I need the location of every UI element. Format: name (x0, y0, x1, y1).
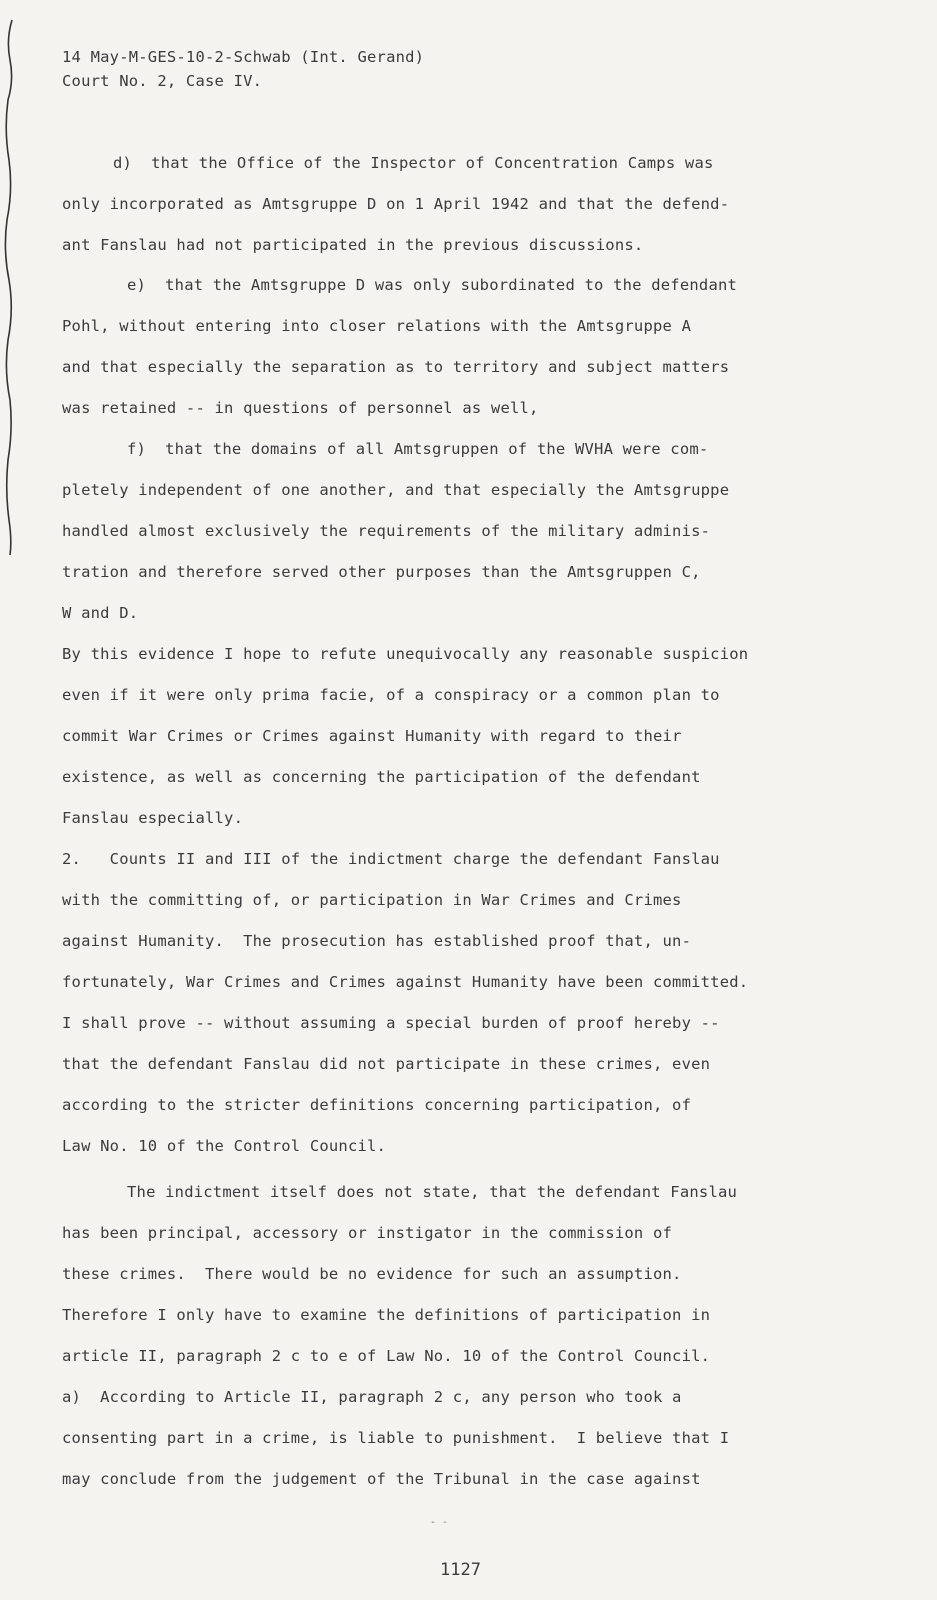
body-line: article II, paragraph 2 c to e of Law No. 10 of the Control Council. (62, 1347, 711, 1365)
body-line: f) that the domains of all Amtsgruppen of the WVHA were com- (127, 440, 709, 458)
body-line: only incorporated as Amtsgruppe D on 1 April 1942 and that the defend- (62, 195, 730, 213)
body-line: was retained -- in questions of personnel as well, (62, 399, 539, 417)
body-line: against Humanity. The prosecution has established proof that, un- (62, 932, 692, 950)
body-line: e) that the Amtsgruppe D was only subordinated to the defendant (127, 276, 738, 294)
body-line: handled almost exclusively the requirements of the military adminis- (62, 522, 711, 540)
body-line: these crimes. There would be no evidence for such an assumption. (62, 1265, 682, 1283)
binding-edge-marks (0, 0, 30, 560)
body-line: Pohl, without entering into closer relations with the Amtsgruppe A (62, 317, 692, 335)
body-line: Fanslau especially. (62, 809, 244, 827)
body-line: fortunately, War Crimes and Crimes against Humanity have been committed. (62, 973, 749, 991)
body-line: a) According to Article II, paragraph 2 c, any person who took a (62, 1388, 682, 1406)
body-line: consenting part in a crime, is liable to punishment. I believe that I (62, 1429, 730, 1447)
body-line: and that especially the separation as to territory and subject matters (62, 358, 730, 376)
body-line: 2. Counts II and III of the indictment charge the defendant Fanslau (62, 850, 720, 868)
body-line: that the defendant Fanslau did not participate in these crimes, even (62, 1055, 711, 1073)
body-line: By this evidence I hope to refute unequivocally any reasonable suspicion (62, 645, 749, 663)
body-line: pletely independent of one another, and that especially the Amtsgruppe (62, 481, 730, 499)
body-line: according to the stricter definitions concerning participation, of (62, 1096, 692, 1114)
body-line: Law No. 10 of the Control Council. (62, 1137, 387, 1155)
body-line: Therefore I only have to examine the definitions of participation in (62, 1306, 711, 1324)
body-line: existence, as well as concerning the participation of the defendant (62, 768, 701, 786)
page-number: 1127 (440, 1560, 481, 1580)
body-line: even if it were only prima facie, of a conspiracy or a common plan to (62, 686, 720, 704)
header-line-1: 14 May-M-GES-10-2-Schwab (Int. Gerand) (62, 48, 425, 66)
body-line: may conclude from the judgement of the Tribunal in the case against (62, 1470, 701, 1488)
body-line: The indictment itself does not state, that the defendant Fanslau (127, 1183, 738, 1201)
body-line: ant Fanslau had not participated in the previous discussions. (62, 236, 644, 254)
body-line: has been principal, accessory or instigator in the commission of (62, 1224, 673, 1242)
body-line: I shall prove -- without assuming a special burden of proof hereby -- (62, 1014, 720, 1032)
header-line-2: Court No. 2, Case IV. (62, 72, 263, 90)
ink-smudge: - - (430, 1517, 449, 1528)
body-line: d) that the Office of the Inspector of Concentration Camps was (113, 154, 714, 172)
body-line: commit War Crimes or Crimes against Humanity with regard to their (62, 727, 682, 745)
body-line: W and D. (62, 604, 139, 622)
body-line: with the committing of, or participation in War Crimes and Crimes (62, 891, 682, 909)
body-line: tration and therefore served other purposes than the Amtsgruppen C, (62, 563, 701, 581)
